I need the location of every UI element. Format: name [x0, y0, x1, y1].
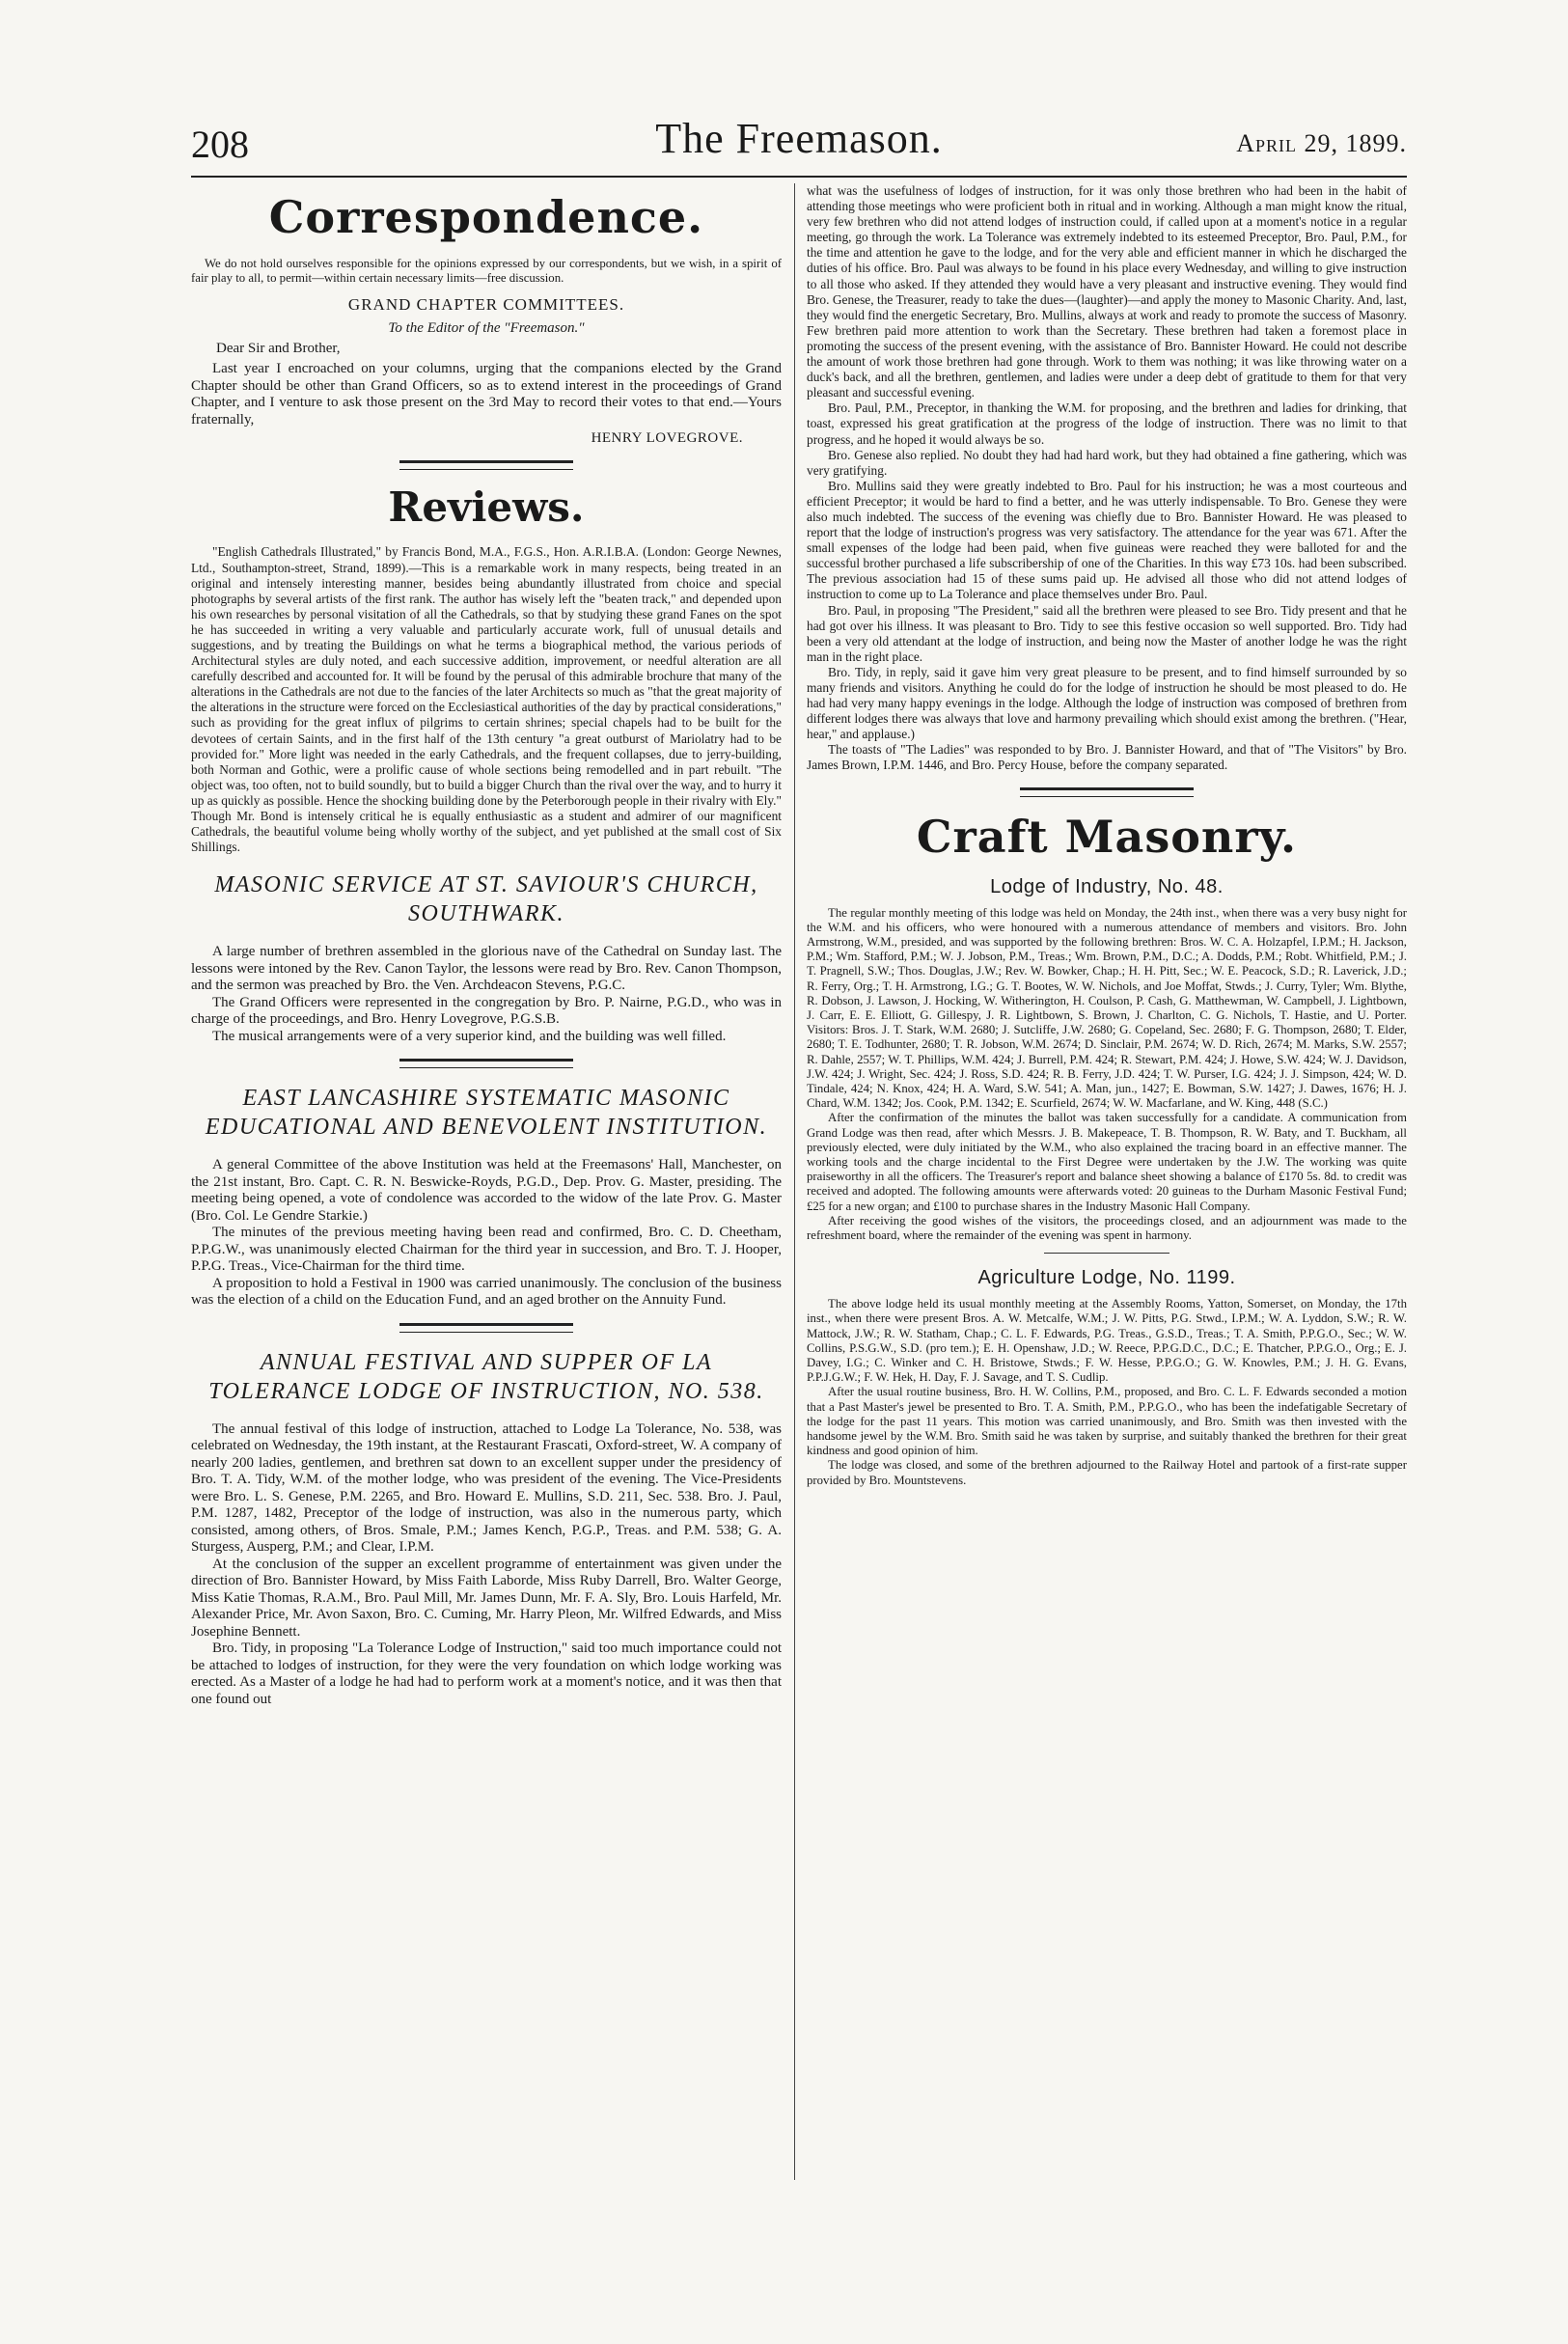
section-divider [399, 460, 573, 470]
reviews-heading: Reviews. [388, 483, 585, 532]
letter-signature: HENRY LOVEGROVE. [591, 430, 743, 447]
east-lancashire-paragraph: A proposition to hold a Festival in 1900 was carried unanimously. The conclusion of the business was the election of a child on the Education Fund, and an aged brother on the Annuity Fund. [191, 1275, 782, 1309]
right-column [807, 183, 1407, 2180]
section-divider [1044, 1253, 1169, 1254]
east-lancashire-paragraph: A general Committee of the above Institution was held at the Freemasons' Hall, Manchester, on the 21st instant, Bro. Capt. C. R. N. Beswicke-Royds, P.G.D., Dep. Prov. G. Master, presiding. The meeting being opened, a vote of condolence was accorded to the widow of the late Prov. G. Master (Bro. Col. Le Gendre Starkie.) [191, 1157, 782, 1224]
la-tolerance-continued: Bro. Mullins said they were greatly indebted to Bro. Paul for his instruction; he was a most courteous and efficient Preceptor; it would be hard to find a better, and he was utterly indispensable. To Bro. Genese they were also much indebted. The success of the evening was chiefly due to Bro. Bannister Howard. He was pleased to report that the lodge of instruction's progress was very satisfactory. The attendance for the year was 671. After the small expenses of the lodge had been paid, when five guineas were reached they were balloted for and the successful brother purchased a life subscribership of one of the Charities. In this way £73 10s. had been subscribed. The previous association had 15 of these sums paid up. He advised all those who did not attend lodges of instruction to come up to La Tolerance and place themselves under Bro. Paul. [807, 478, 1407, 602]
southwark-heading: MASONIC SERVICE AT ST. SAVIOUR'S CHURCH, SOUTHWARK. [214, 872, 758, 927]
la-tolerance-continued: Bro. Tidy, in reply, said it gave him very great pleasure to be present, and to find himself surrounded by so many friends and visitors. Anything he could do for the lodge of instruction he should be most pleased to do. He had had very many happy evenings in the lodge. Although the lodge of instruction was composed of brethren from different lodges there was always that love and harmony prevailing which should exist among the brethren. ("Hear, hear," and applause.) [807, 664, 1407, 742]
agriculture-paragraph: The lodge was closed, and some of the brethren adjourned to the Railway Hotel and partook of a first-rate supper provided by Bro. Mountstevens. [807, 1458, 1407, 1487]
masthead-rule [191, 176, 1407, 178]
industry-paragraph: After receiving the good wishes of the visitors, the proceedings closed, and an adjournment was made to the refreshment board, where the remainder of the evening was spent in harmony. [807, 1213, 1407, 1243]
agriculture-lodge-heading: Agriculture Lodge, No. 1199. [977, 1267, 1236, 1289]
la-tolerance-heading: ANNUAL FESTIVAL AND SUPPER OF LA TOLERANCE LODGE OF INSTRUCTION, NO. 538. [208, 1349, 764, 1404]
southwark-paragraph: The musical arrangements were of a very superior kind, and the building was well filled. [212, 1028, 727, 1044]
letter-title: GRAND CHAPTER COMMITTEES. [347, 295, 625, 315]
section-divider [399, 1059, 573, 1068]
la-tolerance-continued: The toasts of "The Ladies" was responded to by Bro. J. Bannister Howard, and that of "The Visitors" by Bro. James Brown, I.P.M. 1446, and Bro. Percy House, before the company separated. [807, 742, 1407, 773]
southwark-paragraph: The Grand Officers were represented in the congregation by Bro. P. Nairne, P.G.D., who was in charge of the proceedings, and Bro. Henry Lovegrove, P.G.S.B. [191, 994, 782, 1028]
southwark-paragraph: A large number of brethren assembled in the glorious nave of the Cathedral on Sunday last. The lessons were intoned by the Rev. Canon Taylor, the lessons were read by Bro. Rev. Canon Thompson, and the sermon was preached by Bro. the Ven. Archdeacon Stevens, P.G.C. [191, 944, 782, 994]
section-divider [1020, 787, 1194, 797]
la-tolerance-paragraph: Bro. Tidy, in proposing "La Tolerance Lodge of Instruction," said too much importance could not be attached to lodges of instruction, for they were the very foundation on which lodge working was erected. As a Master of a lodge he had had to perform work at a moment's notice, and it was then that one found out [191, 1641, 782, 1707]
section-divider [399, 1323, 573, 1333]
issue-date: April 29, 1899. [1236, 129, 1407, 157]
page-number: 208 [191, 123, 249, 166]
la-tolerance-continued: Bro. Paul, P.M., Preceptor, in thanking the W.M. for proposing, and the brethren and ladies for drinking, that toast, expressed his great gratification at the progress of the lodge of instruction. There was no limit to that progress, and he hoped it would always be so. [807, 400, 1407, 447]
correspondence-disclaimer: We do not hold ourselves responsible for the opinions expressed by our correspondents, but we wish, in a spirit of fair play to all, to permit—within certain necessary limits—free discussion. [191, 257, 782, 286]
masthead [191, 114, 1407, 174]
agriculture-paragraph: The above lodge held its usual monthly meeting at the Assembly Rooms, Yatton, Somerset, on Monday, the 17th inst., when there were present Bros. A. W. Metcalfe, W.M.; J. W. Pitts, P.G. Stwd., I.P.M.; W. A. Lyddon, S.W.; R. W. Mattock, J.W.; R. W. Statham, Chap.; C. L. F. Edwards, P.G. Treas., G.S.D., Treas.; T. A. Smith, P.P.G.O., Sec.; W. W. Collins, P.S.G.W., S.D. (pro tem.); E. H. Openshaw, J.D.; W. Reece, P.P.G.D.C., D.C.; E. Thatcher, P.P.G.O., Org.; E. J. Davey, I.G.; C. Winker and C. H. Bristowe, Stwds.; F. W. Hesse, P.P.G.O.; G. W. Knowles, P.M.; J. H. G. Evans, P.P.J.G.W.; F. W. Hek, H. Day, F. J. Savage, and T. S. Cudlip. [807, 1297, 1407, 1385]
letter-body: Last year I encroached on your columns, urging that the companions elected by the Grand Chapter should be other than Grand Officers, so as to extend interest in the proceedings of Grand Chapter, and I venture to ask those present on the 3rd May to record their votes to that end.—Yours fraternally, [191, 361, 782, 427]
industry-paragraph: After the confirmation of the minutes the ballot was taken successfully for a candidate. A communication from Grand Lodge was then read, after which Messrs. J. B. Makepeace, T. B. Thompson, R. W. Baty, and T. Buckham, all previously elected, were duly initiated by the W.M., who also explained the tracing board in an effective manner. The working tools and the charge incidental to the First Degree were undertaken by the J.W. The working was quite praiseworthy in all the officers. The Treasurer's report and balance sheet showing a balance of £170 5s. 8d. to credit was received and adopted. The following amounts were afterwards voted: 20 guineas to the Durham Masonic Festival Fund; £25 for a new organ; and £100 to purchase shares in the Industry Masonic Hall Company. [807, 1111, 1407, 1213]
letter-salutation: Dear Sir and Brother, [216, 341, 341, 357]
la-tolerance-continued: Bro. Paul, in proposing "The President," said all the brethren were pleased to see Bro. Tidy present and that he had got over his illness. It was pleasant to Bro. Tidy to see this festive occasion so well supported. Bro. Tidy had been a very old attendant at the lodge of instruction, and being now the Master of another lodge he was the right man in the right place. [807, 602, 1407, 664]
agriculture-paragraph: After the usual routine business, Bro. H. W. Collins, P.M., proposed, and Bro. C. L. F. Edwards seconded a motion that a Past Master's jewel be presented to Bro. T. A. Smith, P.M., P.P.G.O., who has been the indefatigable Secretary of the lodge for the past 11 years. This motion was carried unanimously, and Bro. Smith was then invested with the handsome jewel by the W.M. Bro. Smith said he was taken by surprise, and suitably thanked the brethren for their great kindness and good opinion of him. [807, 1385, 1407, 1458]
la-tolerance-paragraph: The annual festival of this lodge of instruction, attached to Lodge La Tolerance, No. 538, was celebrated on Wednesday, the 19th instant, at the Restaurant Frascati, Oxford-street, W. A company of nearly 200 ladies, gentlemen, and brethren sat down to an excellent supper under the presidency of Bro. T. A. Tidy, W.M. of the mother lodge, who was president of the evening. The Vice-Presidents were Bro. L. S. Genese, P.M. 2265, and Bro. Howard E. Mullins, S.D. 211, Sec. 538. Bro. J. Paul, P.M. 1287, 1482, Preceptor of the lodge of instruction, was also in the numerous party, which consisted, among others, of Bros. Smale, P.M.; James Kench, P.G.P., Treas. and P.M. 538; G. A. Sturgess, Ausperg, P.M.; and Clear, I.P.M. [191, 1420, 782, 1556]
la-tolerance-paragraph: At the conclusion of the supper an excellent programme of entertainment was given under the direction of Bro. Bannister Howard, by Miss Faith Laborde, Miss Ruby Darrell, Bro. Walter George, Miss Katie Thomas, R.A.M., Bro. Paul Mill, Mr. James Dunn, Mr. F. A. Sly, Bro. Louis Harfeld, Mr. Alexander Price, Mr. Avon Saxon, Bro. C. Cuming, Mr. Harry Pleon, Mr. Wilfred Edwards, and Miss Josephine Bennett. [191, 1556, 782, 1640]
left-column [191, 183, 782, 2180]
craft-masonry-heading: Craft Masonry. [916, 810, 1298, 863]
letter-to-editor: To the Editor of the "Freemason." [388, 320, 585, 337]
review-body: "English Cathedrals Illustrated," by Francis Bond, M.A., F.G.S., Hon. A.R.I.B.A. (London: George Newnes, Ltd., Southampton-street, Strand, 1899).—This is a remarkable work in many respects, being treated in an original and intensely interesting manner, besides being abundantly illustrated from choice and special photographs by several artists of the first rank. The author has wisely left the "beaten track," and depended upon his own researches by personal visitation of all the Cathedrals, so that by studying these grand Fanes on the spot he has succeeded in writing a very valuable and particularly accurate work, full of unusual details and suggestions, and by treating the Buildings on what he terms a biographical method, the various periods of Architectural styles are duly noted, and each successive addition, improvement, or needful alteration are all carefully described and accounted for. It will be found by the perusal of this admirable brochure that many of the alterations in the Cathedrals are not due to the fancies of the later Architects so much as "that the great majority of the alterations in the structure were forced on the Ecclesiastical authorities of the day by practical considerations," such as providing for the great influx of pilgrims to certain shrines; special chapels had to be built for the devotees of certain Saints, and in the first half of the 13th century "a great outburst of Mariolatry had to be provided for." More light was needed in the early Cathedrals, and the frequent collapses, due to jerry-building, both Norman and Gothic, were a prolific cause of whole sections being remodelled and in part rebuilt. "The object was, too often, not to build soundly, but to build a bigger Church than the rival over the way, and to hurry it up as quickly as possible. Hence the shocking building done by the Peterborough people in their rivalry with Ely." Though Mr. Bond is intensely critical he is equally enthusiastic as a student and admirer of our magnificent Cathedrals, the beautiful volume being wholly worthy of the subject, and yet published at the small cost of Six Shillings. [191, 544, 782, 855]
east-lancashire-heading: EAST LANCASHIRE SYSTEMATIC MASONIC EDUCATIONAL AND BENEVOLENT INSTITUTION. [205, 1086, 768, 1141]
east-lancashire-paragraph: The minutes of the previous meeting having been read and confirmed, Bro. C. D. Cheetham, P.P.G.W., was unanimously elected Chairman for the third year in succession, and Bro. T. J. Hooper, P.P.G. Treas., Vice-Chairman for the third time. [191, 1225, 782, 1275]
la-tolerance-continued: what was the usefulness of lodges of instruction, for it was only those brethren who had been in the habit of attending those meetings who were proficient both in ritual and in working. Although a man might know the ritual, very few brethren who did not attend lodges of instruction could, if called upon at a moment's notice in a regular meeting, go through the work. La Tolerance was extremely indebted to its esteemed Preceptor, Bro. Paul, P.M., for the time and attention he gave to the lodge, and for the very able and efficient manner in which he discharged the duties of his office. Bro. Paul was always to be found in his place every Wednesday, and willing to give instruction to all those who asked. If they attended they would have a very pleasant and instructive evening. They would find Bro. Genese, the Treasurer, ready to take the dues—(laughter)—and apply the money to Masonic Charity. And, last, they would find the energetic Secretary, Bro. Mullins, always at work and ready to promote the success of Masonry. Few brethren paid more attention to work than the Secretary. These brethren had taken a foremost place in promoting the success of the present evening, with the assistance of Bro. Bannister Howard. He could not describe the amount of work those brethren had gone through. Work to them was nothing; it was like throwing water on a duck's back, and all the brethren, gentlemen, and ladies were under a deep debt of gratitude to them for that very pleasant and successful evening. [807, 183, 1407, 400]
newspaper-title: The Freemason. [655, 115, 943, 162]
la-tolerance-continued: Bro. Genese also replied. No doubt they had had hard work, but they had obtained a fine gathering, which was very gratifying. [807, 447, 1407, 478]
column-separator [794, 183, 795, 2180]
industry-paragraph: The regular monthly meeting of this lodge was held on Monday, the 24th inst., when there was a very busy night for the W.M. and his officers, who were honoured with a numerous attendance of members and visitors. Bro. John Armstrong, W.M., presided, and was supported by the following brethren: Bros. W. C. A. Holzapfel, I.P.M.; H. Jackson, P.M.; Wm. Stafford, P.M.; W. J. Jobson, P.M., Treas.; Wm. Brown, P.M., D.C.; A. Dodds, P.M.; Robt. Whitfield, P.M.; J. T. Pragnell, S.W.; Thos. Douglas, J.W.; Rev. W. Bowker, Chap.; H. H. Pitt, Sec.; W. E. Peacock, S.D.; R. Laverick, J.D.; R. Ferry, Org.; T. H. Armstrong, I.G.; G. T. Bootes, W. W. Nichols, and Joe Moffat, Stwds.; J. Curry, Tyler; Wm. Blythe, R. Dobson, J. Lawson, J. Hocking, W. Witherington, H. Coulson, P. Cash, G. Matthewman, W. Campbell, J. Lightbown, J. Carr, E. E. Elliott, G. Gillespy, J. R. Lightbown, S. Brown, J. Charlton, C. G. Nichols, T. Hastie, and U. Porter. Visitors: Bros. J. T. Stark, W.M. 2680; J. Sutcliffe, J.W. 2680; G. Copeland, Sec. 2680; F. G. Thompson, 2680; T. Elder, 2680; T. E. Todhunter, 2680; T. R. Jobson, W.M. 2674; D. Sinclair, P.M. 2674; W. D. Rich, 2674; M. Marks, S.W. 2557; R. Dahle, 2557; W. T. Phillips, W.M. 424; J. Burrell, P.M. 424; R. Stewart, P.M. 424; J. Howe, S.W. 424; W. J. Davidson, J.W. 424; J. Wright, Sec. 424; J. Ross, S.D. 424; R. B. Ferry, J.D. 424; T. W. Purser, I.G. 424; J. J. Simpson, 424; W. D. Tindale, 424; N. Knox, 424; H. A. Ward, S.W. 541; A. Man, jun., 1427; E. Bowman, S.W. 1427; J. Dawes, 1676; H. J. Chard, W.M. 1342; Jos. Cook, P.M. 1342; E. Scurfield, 2674; W. W. Macfarlane, and W. King, 448 (S.C.) [807, 905, 1407, 1111]
correspondence-heading: Correspondence. [268, 191, 704, 243]
lodge-of-industry-heading: Lodge of Industry, No. 48. [990, 875, 1224, 897]
